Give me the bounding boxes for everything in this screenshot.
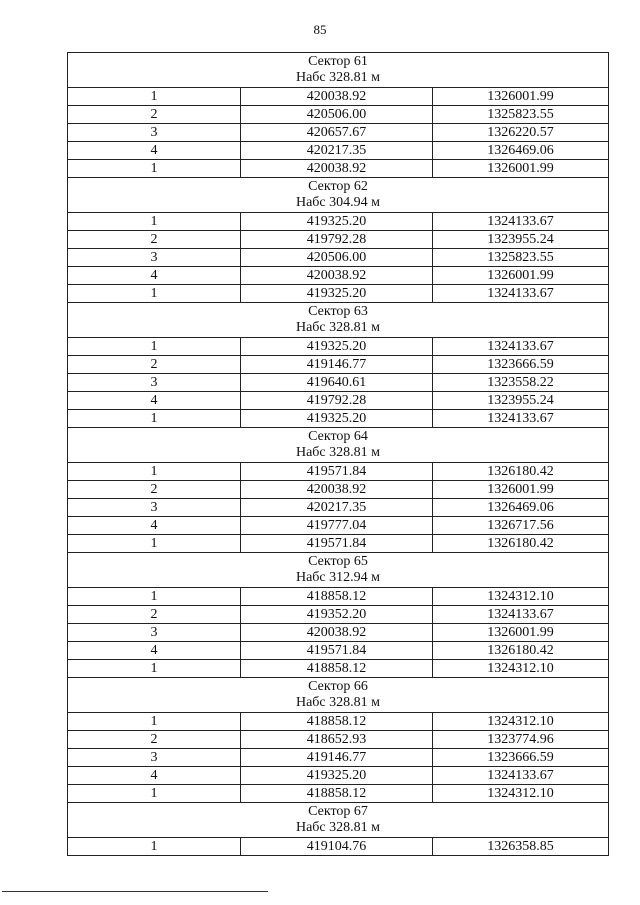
coordinate-x-cell: 419146.77 <box>241 749 433 767</box>
table-row <box>68 624 609 642</box>
coordinate-x-cell: 419640.61 <box>241 374 433 392</box>
sector-header <box>68 553 609 588</box>
point-number-cell: 3 <box>68 249 241 267</box>
coordinate-y-cell: 1326001.99 <box>433 88 609 106</box>
sector-header <box>68 303 609 338</box>
point-number-cell: 4 <box>68 392 241 410</box>
coordinate-x-cell: 418858.12 <box>241 660 433 678</box>
table-row <box>68 249 609 267</box>
table-row <box>68 410 609 428</box>
table-row <box>68 838 609 856</box>
coordinate-x-cell: 420506.00 <box>241 106 433 124</box>
point-number-cell: 2 <box>68 606 241 624</box>
coordinate-y-cell: 1323955.24 <box>433 231 609 249</box>
point-number-cell: 4 <box>68 142 241 160</box>
coordinate-x-cell: 420038.92 <box>241 267 433 285</box>
coordinate-y-cell: 1326358.85 <box>433 838 609 856</box>
coordinate-y-cell: 1323666.59 <box>433 749 609 767</box>
coordinate-x-cell: 420217.35 <box>241 499 433 517</box>
table-row <box>68 713 609 731</box>
table-row <box>68 481 609 499</box>
coordinate-y-cell: 1325823.55 <box>433 249 609 267</box>
point-number-cell: 1 <box>68 838 241 856</box>
coordinate-y-cell: 1324133.67 <box>433 767 609 785</box>
point-number-cell: 1 <box>68 338 241 356</box>
table-row <box>68 356 609 374</box>
table-row <box>68 106 609 124</box>
sector-height: Набс 328.81 м <box>295 445 381 460</box>
point-number-cell: 4 <box>68 267 241 285</box>
point-number-cell: 1 <box>68 160 241 178</box>
coordinate-y-cell: 1324133.67 <box>433 606 609 624</box>
coordinate-x-cell: 419325.20 <box>241 410 433 428</box>
coordinate-y-cell: 1324133.67 <box>433 410 609 428</box>
point-number-cell: 1 <box>68 535 241 553</box>
point-number-cell: 3 <box>68 374 241 392</box>
table-row <box>68 338 609 356</box>
coordinate-x-cell: 420506.00 <box>241 249 433 267</box>
point-number-cell: 1 <box>68 588 241 606</box>
table-row <box>68 767 609 785</box>
table-row <box>68 499 609 517</box>
point-number-cell: 1 <box>68 785 241 803</box>
sector-header-cell <box>68 178 609 213</box>
table-row <box>68 88 609 106</box>
table-row <box>68 588 609 606</box>
table-row <box>68 267 609 285</box>
table-row <box>68 660 609 678</box>
table-row <box>68 213 609 231</box>
coordinate-x-cell: 418652.93 <box>241 731 433 749</box>
sector-title: Сектор 61 <box>308 54 368 69</box>
sector-header <box>68 678 609 713</box>
table-row <box>68 285 609 303</box>
sector-title: Сектор 67 <box>308 804 368 819</box>
table-row <box>68 517 609 535</box>
coordinate-y-cell: 1326180.42 <box>433 642 609 660</box>
point-number-cell: 2 <box>68 731 241 749</box>
point-number-cell: 3 <box>68 749 241 767</box>
coordinate-y-cell: 1324133.67 <box>433 338 609 356</box>
coordinate-y-cell: 1324312.10 <box>433 713 609 731</box>
coordinate-x-cell: 419777.04 <box>241 517 433 535</box>
coordinate-y-cell: 1324133.67 <box>433 285 609 303</box>
page-number: 85 <box>313 22 327 37</box>
coordinate-y-cell: 1324312.10 <box>433 588 609 606</box>
coordinate-x-cell: 420038.92 <box>241 160 433 178</box>
coordinate-x-cell: 419325.20 <box>241 767 433 785</box>
coordinate-y-cell: 1324312.10 <box>433 660 609 678</box>
coordinate-y-cell: 1326180.42 <box>433 535 609 553</box>
coordinate-y-cell: 1326001.99 <box>433 481 609 499</box>
table-row <box>68 160 609 178</box>
point-number-cell: 1 <box>68 713 241 731</box>
sector-height: Набс 328.81 м <box>295 820 381 835</box>
coordinate-x-cell: 418858.12 <box>241 588 433 606</box>
sector-height: Набс 328.81 м <box>295 320 381 335</box>
sector-header <box>68 428 609 463</box>
point-number-cell: 1 <box>68 660 241 678</box>
coordinate-x-cell: 419325.20 <box>241 285 433 303</box>
coordinate-y-cell: 1326001.99 <box>433 624 609 642</box>
sector-title: Сектор 64 <box>308 429 368 444</box>
point-number-cell: 2 <box>68 106 241 124</box>
table-row <box>68 142 609 160</box>
coordinate-x-cell: 420038.92 <box>241 624 433 642</box>
coordinate-y-cell: 1326220.57 <box>433 124 609 142</box>
coordinate-x-cell: 420217.35 <box>241 142 433 160</box>
sector-title: Сектор 66 <box>308 679 368 694</box>
coordinate-x-cell: 419104.76 <box>241 838 433 856</box>
coordinate-y-cell: 1324312.10 <box>433 785 609 803</box>
point-number-cell: 2 <box>68 481 241 499</box>
coordinate-y-cell: 1326469.06 <box>433 142 609 160</box>
point-number-cell: 1 <box>68 285 241 303</box>
sector-header <box>68 178 609 213</box>
point-number-cell: 3 <box>68 499 241 517</box>
coordinate-y-cell: 1323774.96 <box>433 731 609 749</box>
table-row <box>68 392 609 410</box>
coordinate-y-cell: 1326469.06 <box>433 499 609 517</box>
point-number-cell: 1 <box>68 463 241 481</box>
coordinate-x-cell: 419571.84 <box>241 535 433 553</box>
point-number-cell: 2 <box>68 356 241 374</box>
coordinate-x-cell: 418858.12 <box>241 785 433 803</box>
table-row <box>68 231 609 249</box>
table-row <box>68 463 609 481</box>
coordinate-y-cell: 1324133.67 <box>433 213 609 231</box>
sector-header-cell <box>68 678 609 713</box>
coordinate-y-cell: 1323666.59 <box>433 356 609 374</box>
table-row <box>68 374 609 392</box>
table-row <box>68 124 609 142</box>
coordinate-x-cell: 419571.84 <box>241 463 433 481</box>
coordinate-y-cell: 1325823.55 <box>433 106 609 124</box>
coordinate-y-cell: 1326180.42 <box>433 463 609 481</box>
coordinate-x-cell: 420657.67 <box>241 124 433 142</box>
coordinate-y-cell: 1323558.22 <box>433 374 609 392</box>
coordinate-y-cell: 1326001.99 <box>433 160 609 178</box>
sector-title: Сектор 63 <box>308 304 368 319</box>
point-number-cell: 2 <box>68 231 241 249</box>
sector-header <box>68 53 609 88</box>
sector-header-cell <box>68 803 609 838</box>
sector-title: Сектор 62 <box>308 179 368 194</box>
point-number-cell: 1 <box>68 410 241 428</box>
coordinate-x-cell: 419146.77 <box>241 356 433 374</box>
point-number-cell: 1 <box>68 213 241 231</box>
table-row <box>68 535 609 553</box>
table-row <box>68 731 609 749</box>
sector-height: Набс 304.94 м <box>295 195 381 210</box>
coordinate-y-cell: 1326001.99 <box>433 267 609 285</box>
sector-header-cell <box>68 303 609 338</box>
coordinate-y-cell: 1323955.24 <box>433 392 609 410</box>
point-number-cell: 4 <box>68 767 241 785</box>
coordinate-x-cell: 419792.28 <box>241 231 433 249</box>
coordinate-x-cell: 419325.20 <box>241 213 433 231</box>
sector-title: Сектор 65 <box>308 554 368 569</box>
sector-height: Набс 328.81 м <box>295 695 381 710</box>
coordinate-x-cell: 419571.84 <box>241 642 433 660</box>
sector-header-cell <box>68 53 609 88</box>
point-number-cell: 1 <box>68 88 241 106</box>
point-number-cell: 4 <box>68 642 241 660</box>
sector-header-cell <box>68 553 609 588</box>
sector-height: Набс 312.94 м <box>295 570 381 585</box>
table-row <box>68 642 609 660</box>
point-number-cell: 3 <box>68 624 241 642</box>
sector-height: Набс 328.81 м <box>295 70 381 85</box>
coordinate-x-cell: 418858.12 <box>241 713 433 731</box>
coordinate-y-cell: 1326717.56 <box>433 517 609 535</box>
point-number-cell: 3 <box>68 124 241 142</box>
coordinate-x-cell: 420038.92 <box>241 481 433 499</box>
sector-header <box>68 803 609 838</box>
point-number-cell: 4 <box>68 517 241 535</box>
coordinate-x-cell: 419325.20 <box>241 338 433 356</box>
table-row <box>68 749 609 767</box>
sector-header-cell <box>68 428 609 463</box>
coordinate-x-cell: 420038.92 <box>241 88 433 106</box>
table-row <box>68 606 609 624</box>
coordinate-x-cell: 419352.20 <box>241 606 433 624</box>
coordinate-x-cell: 419792.28 <box>241 392 433 410</box>
coordinates-table <box>67 52 609 856</box>
table-row <box>68 785 609 803</box>
coordinates-table-body <box>68 53 609 856</box>
footnote-divider <box>2 891 268 892</box>
